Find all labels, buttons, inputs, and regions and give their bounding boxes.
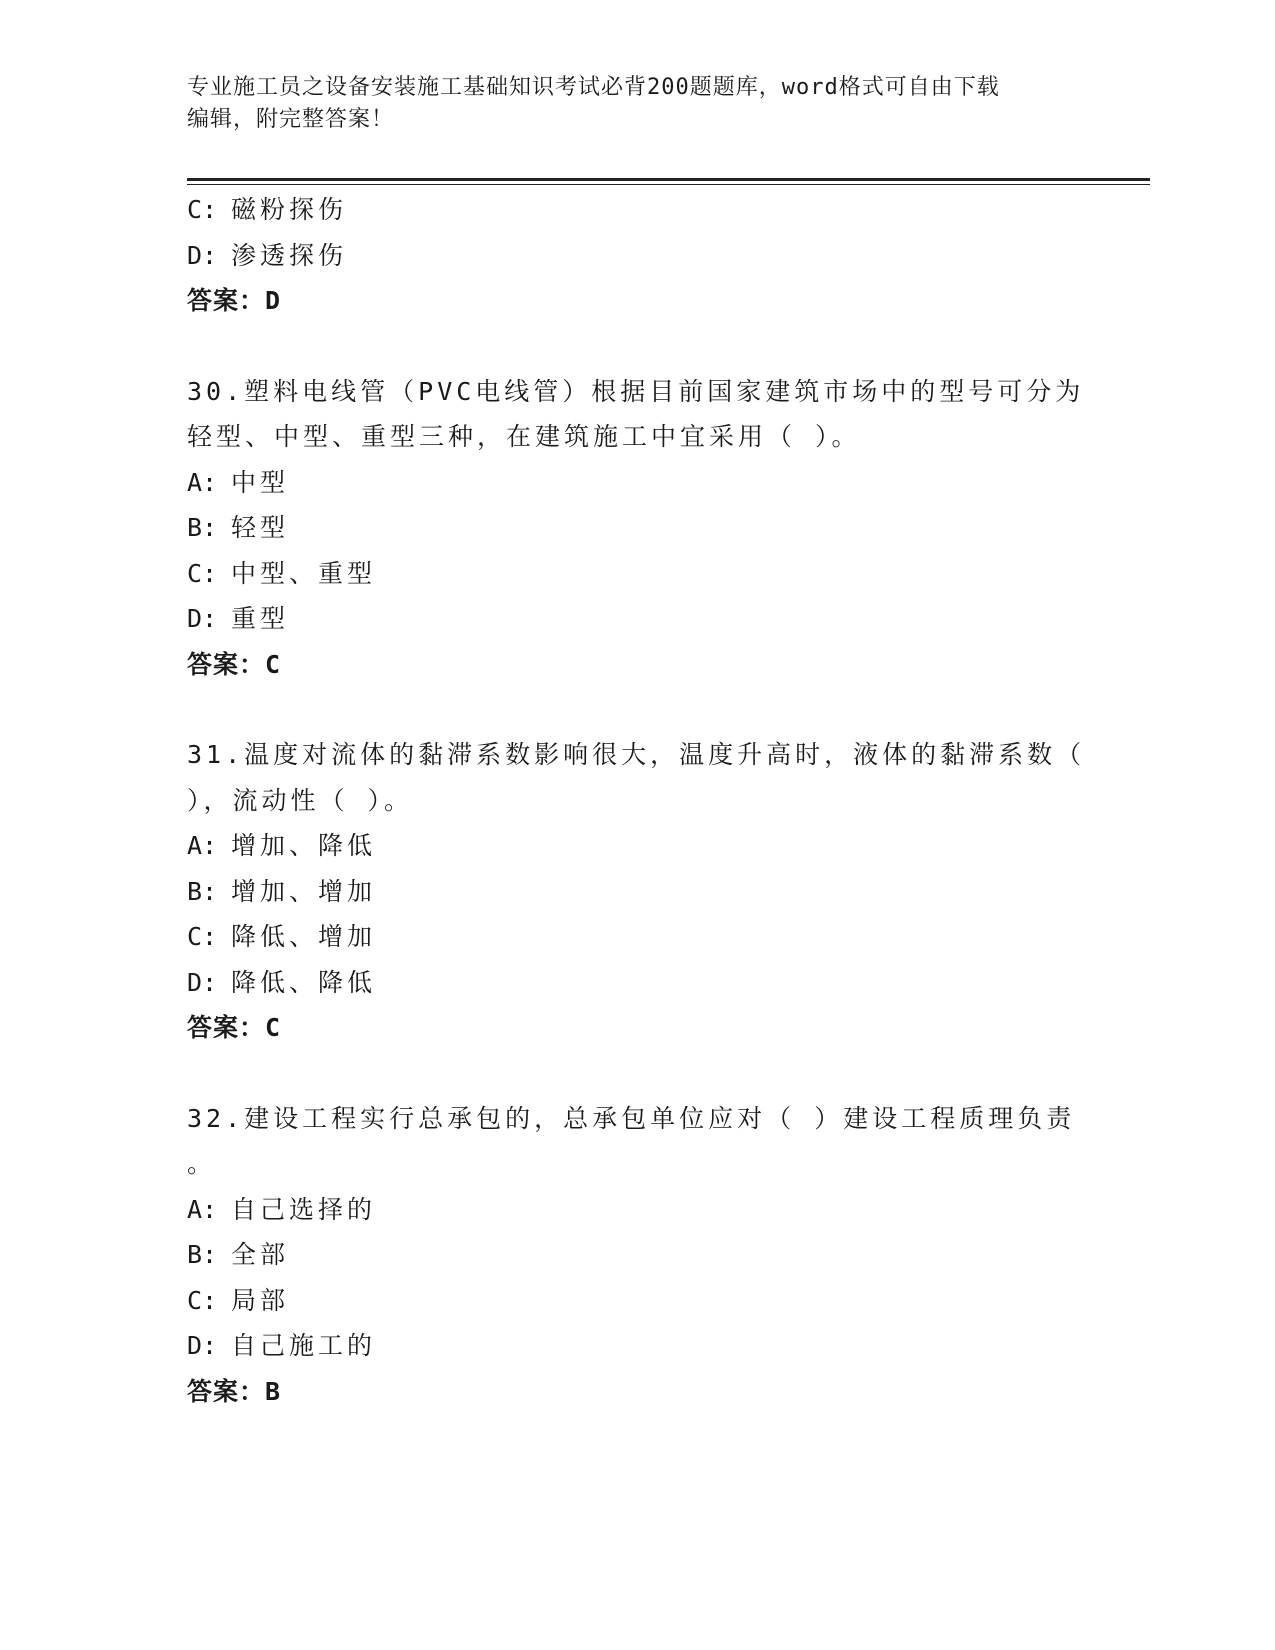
header-divider-thick (187, 178, 1150, 181)
option-b (187, 869, 1087, 915)
option-b (187, 1232, 1087, 1278)
option-d (187, 233, 1087, 279)
option-a (187, 1187, 1087, 1233)
option-a (187, 460, 1087, 506)
option-text: 自己施工的 (231, 1331, 377, 1360)
option-key: B: (187, 513, 218, 542)
option-b (187, 505, 1087, 551)
option-key: C: (187, 195, 218, 224)
answer-line: 答案：C (187, 649, 282, 679)
spacer (187, 324, 1087, 369)
header-divider-thin (187, 184, 1150, 185)
option-key: D: (187, 967, 218, 997)
question-stem-line: 32.建设工程实行总承包的，总承包单位应对（ ）建设工程质理负责 (187, 1103, 1076, 1133)
option-text: 轻型 (231, 513, 290, 542)
question-stem-line: 30.塑料电线管（PVC电线管）根据目前国家建筑市场中的型号可分为 (187, 376, 1085, 406)
header-title-line-2: 编辑，附完整答案！ (187, 107, 395, 132)
option-text: 降低、降低 (231, 967, 377, 997)
option-text: 局部 (231, 1285, 290, 1315)
option-key: C: (187, 1285, 218, 1315)
option-key: A: (187, 1194, 218, 1224)
question-31 (187, 732, 1087, 1051)
option-key: C: (187, 922, 218, 951)
question-29-continuation (187, 187, 1087, 324)
option-text: 自己选择的 (231, 1194, 377, 1224)
document-header (187, 72, 1087, 136)
question-stem-line: 31.温度对流体的黏滞系数影响很大，温度升高时，液体的黏滞系数（ (187, 740, 1086, 769)
answer-line: 答案：B (187, 1376, 282, 1406)
header-title-line-1: 专业施工员之设备安装施工基础知识考试必背200题题库，word格式可自由下载 (187, 75, 1000, 100)
option-key: D: (187, 604, 218, 633)
option-c (187, 1278, 1087, 1324)
option-key: A: (187, 831, 218, 860)
option-key: D: (187, 1331, 218, 1360)
option-key: C: (187, 558, 218, 588)
option-text: 增加、增加 (231, 876, 377, 906)
question-stem-line: ），流动性（ ）。 (187, 785, 414, 815)
question-list (187, 187, 1087, 1414)
answer-line: 答案：D (187, 286, 282, 315)
option-c (187, 551, 1087, 597)
option-text: 降低、增加 (231, 922, 377, 951)
question-30 (187, 369, 1087, 688)
question-stem-line: 轻型、中型、重型三种，在建筑施工中宜采用（ ）。 (187, 422, 861, 451)
option-d (187, 1323, 1087, 1369)
option-key: B: (187, 876, 218, 906)
option-key: D: (187, 240, 218, 270)
question-32 (187, 1096, 1087, 1415)
option-key: A: (187, 467, 218, 497)
option-text: 中型 (231, 467, 290, 497)
option-text: 重型 (231, 604, 290, 633)
option-text: 全部 (231, 1240, 290, 1269)
option-text: 中型、重型 (231, 558, 377, 588)
answer-line: 答案：C (187, 1013, 282, 1042)
option-text: 磁粉探伤 (231, 195, 348, 224)
option-d (187, 596, 1087, 642)
option-c (187, 187, 1087, 233)
option-d (187, 960, 1087, 1006)
spacer (187, 1051, 1087, 1096)
question-stem-line: 。 (187, 1149, 217, 1178)
spacer (187, 687, 1087, 732)
option-text: 增加、降低 (231, 831, 377, 860)
option-c (187, 914, 1087, 960)
option-text: 渗透探伤 (231, 240, 348, 270)
option-a (187, 823, 1087, 869)
option-key: B: (187, 1240, 218, 1269)
